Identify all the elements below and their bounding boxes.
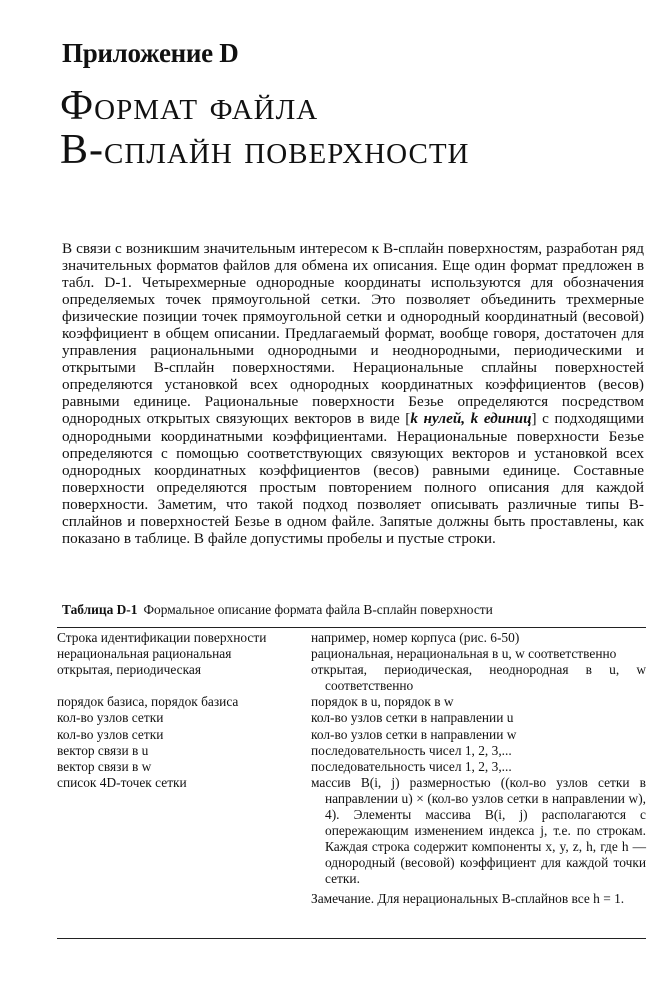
table-bottom-rule [57,938,646,939]
table-cell-description [311,727,646,743]
format-spec-table-body [57,630,646,907]
table-cell-description-text: кол-во узлов сетки в направлении w [311,726,517,742]
table-cell-field: Строка идентификации поверхности [57,630,267,645]
table-cell-field: вектор связи в u [57,742,149,758]
table-cell-description-text: например, номер корпуса (рис. 6-50) [311,630,520,645]
intro-text-emphasis: k нулей, k единиц [410,410,532,428]
table-cell-description [311,662,646,694]
table-caption [62,602,652,618]
chapter-title-line-2: B-сплайн поверхности [60,127,470,173]
table-row [57,630,646,646]
table-cell-field: список 4D-точек сетки [57,774,187,790]
table-row [57,710,646,726]
table-cell-description [311,630,646,646]
table-row [57,759,646,775]
table-cell-field: вектор связи в w [57,758,152,774]
table-cell-description-text: открытая, периодическая, неоднородная в u, w соответственно [311,662,646,694]
table-cell-description [311,775,646,907]
table-cell-description [311,759,646,775]
table-row [57,662,646,694]
table-cell-description-text: последовательность чисел 1, 2, 3,... [311,742,512,758]
table-cell-field: кол-во узлов сетки [57,710,164,726]
table-cell-field: кол-во узлов сетки [57,726,164,742]
table-cell-description [311,743,646,759]
table-cell-description [311,646,646,662]
table-cell-description-text: порядок в u, порядок в w [311,694,454,710]
appendix-label: Приложение D [62,38,239,68]
table-note: Замечание. Для нерациональных B-сплайнов все h = 1. [311,890,625,906]
chapter-title-line-1: Формат файла [60,83,319,129]
table-cell-description-text: последовательность чисел 1, 2, 3,... [311,758,512,774]
table-caption-text: Формальное описание формата файла B-сплайн поверхности [143,602,493,617]
intro-text-part-2: ] с подходящими однородными координатными коэффициентами. Нерациональные поверхности Безье определяются с помощью соответствующих связующих векторов и установкой всех однородных координатных коэффициентов (весов) равными единице. Составные поверхности определяются простым повторением полного описания для каждой поверхности. Заметим, что такой подход позволяет описывать различные типы B-сплайнов и поверхностей Безье в одном файле. Запятые должны быть проставлены, как показано в таблице. В файле допустимы пробелы и пустые строки. [62,410,644,547]
chapter-title [60,84,469,172]
table-cell-description-text: кол-во узлов сетки в направлении u [311,710,514,726]
table-cell-field: нерациональная рациональная [57,646,232,662]
table-row [57,775,646,907]
table-row [57,727,646,743]
table-row [57,694,646,710]
intro-paragraph [62,240,644,547]
table-top-rule [57,627,646,628]
table-cell-description-text: массив B(i, j) размерностью ((кол-во узлов сетки в направлении u) × (кол-во узлов сетки в направлении w), 4). Элементы массива B(i, j) располагаются с опережающим изменением индекса j, т.е. по строкам. Каждая строка содержит компоненты x, y, z, h, где h — однородный (весовой) коэффициент для каждой точки сетки. [311,774,646,887]
table-row [57,646,646,662]
table-row [57,743,646,759]
table-cell-field: порядок базиса, порядок базиса [57,694,239,710]
table-cell-description [311,694,646,710]
table-cell-description-text: рациональная, нерациональная в u, w соответственно [311,646,617,662]
table-cell-field: открытая, периодическая [57,662,202,678]
table-caption-label: Таблица D-1 [62,602,138,617]
intro-text-part-1: В связи с возникшим значительным интересом к B-сплайн поверхностям, разработан ряд значительных форматов файлов для обмена их описания. Еще один формат предложен в табл. D-1. Четырехмерные однородные координаты используются для обозначения определяемых точек прямоугольной сетки. Это позволяет объединить трехмерные физические позиции точек прямоугольной сетки и однородный координатный (весовой) коэффициент в общем описании. Предлагаемый формат, вообще говоря, достаточен для управления рациональными однородными и неоднородными, периодическими и открытыми B-сплайн поверхностями. Нерациональные сплайны поверхностей определяются установкой всех однородных координатных коэффициентов (весов) равными единице. Рациональные поверхности Безье определяются посредством однородных открытых связующих векторов в виде [ [62,240,644,428]
table-cell-description [311,710,646,726]
format-spec-table [57,630,646,907]
